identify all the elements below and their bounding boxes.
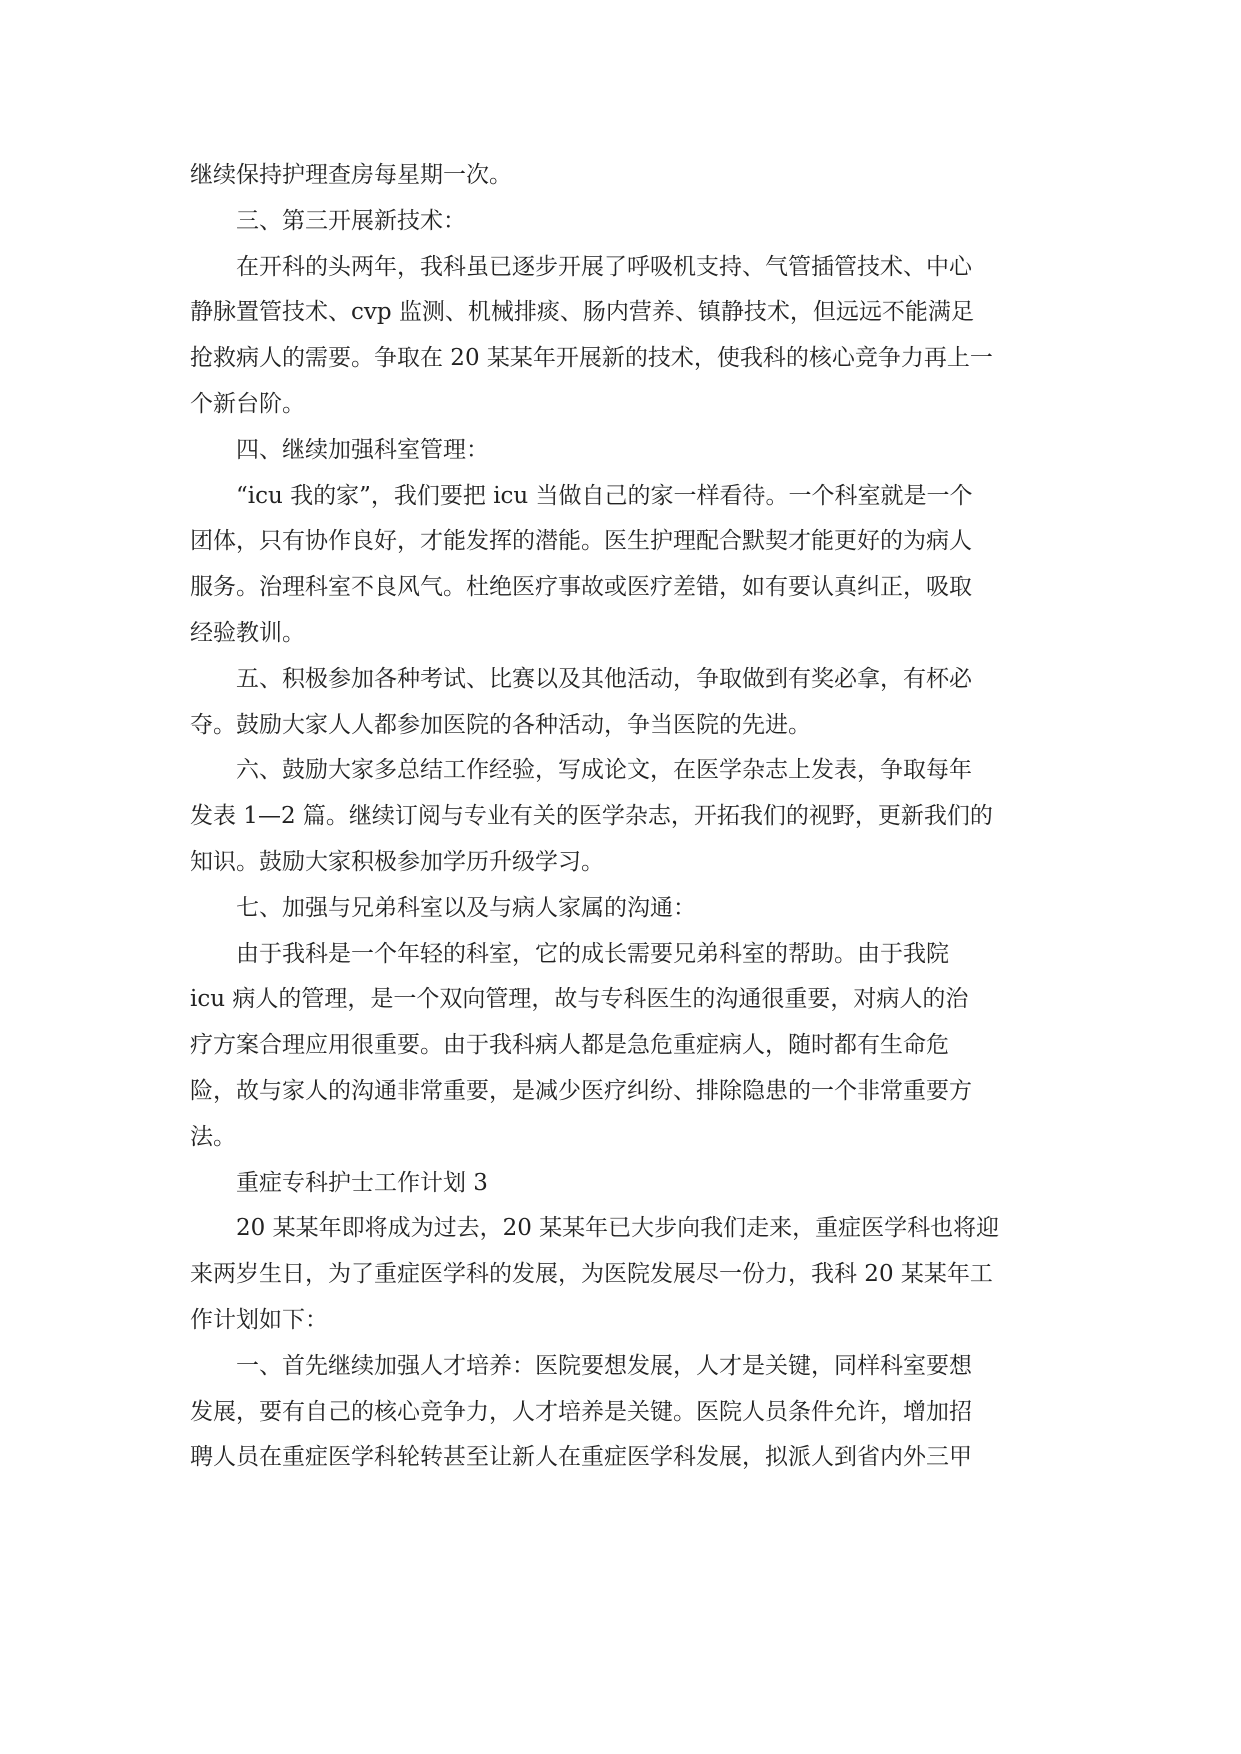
text-line: 发表 1—2 篇。继续订阅与专业有关的医学杂志，开拓我们的视野，更新我们的	[190, 803, 993, 830]
text-line: 20 某某年即将成为过去，20 某某年已大步向我们走来，重症医学科也将迎	[236, 1215, 1000, 1242]
text-line: 五、积极参加各种考试、比赛以及其他活动，争取做到有奖必拿，有杯必	[236, 665, 972, 692]
text-line: 险，故与家人的沟通非常重要，是减少医疗纠纷、排除隐患的一个非常重要方	[190, 1077, 972, 1104]
document-body	[190, 153, 1052, 1481]
text-line: 团体，只有协作良好，才能发挥的潜能。医生护理配合默契才能更好的为病人	[190, 528, 972, 555]
text-line: 疗方案合理应用很重要。由于我科病人都是急危重症病人，随时都有生命危	[190, 1032, 949, 1059]
text-line: 作计划如下：	[190, 1306, 328, 1333]
text-line: 发展，要有自己的核心竞争力，人才培养是关键。医院人员条件允许，增加招	[190, 1398, 972, 1425]
text-line: 四、继续加强科室管理：	[236, 436, 489, 463]
text-line: 夺。鼓励大家人人都参加医院的各种活动，争当医院的先进。	[190, 711, 811, 738]
text-line: 经验教训。	[190, 619, 305, 646]
text-line: 七、加强与兄弟科室以及与病人家属的沟通：	[236, 894, 696, 921]
text-line: 三、第三开展新技术：	[236, 207, 466, 234]
text-line: 重症专科护士工作计划 3	[236, 1169, 488, 1196]
text-line: 由于我科是一个年轻的科室，它的成长需要兄弟科室的帮助。由于我院	[236, 940, 949, 967]
text-line: 抢救病人的需要。争取在 20 某某年开展新的技术，使我科的核心竞争力再上一	[190, 345, 993, 372]
text-line: 法。	[190, 1123, 236, 1150]
text-line: 继续保持护理查房每星期一次。	[190, 162, 512, 188]
text-line: 在开科的头两年，我科虽已逐步开展了呼吸机支持、气管插管技术、中心	[236, 253, 972, 280]
text-line: “icu 我的家”，我们要把 icu 当做自己的家一样看待。一个科室就是一个	[236, 482, 973, 509]
text-line: icu 病人的管理，是一个双向管理，故与专科医生的沟通很重要，对病人的治	[190, 986, 969, 1013]
text-line: 聘人员在重症医学科轮转甚至让新人在重症医学科发展，拟派人到省内外三甲	[190, 1444, 972, 1471]
text-line: 静脉置管技术、cvp 监测、机械排痰、肠内营养、镇静技术，但远远不能满足	[190, 299, 974, 326]
text-line: 服务。治理科室不良风气。杜绝医疗事故或医疗差错，如有要认真纠正，吸取	[190, 574, 972, 601]
text-line: 知识。鼓励大家积极参加学历升级学习。	[190, 848, 604, 875]
text-line: 六、鼓励大家多总结工作经验，写成论文，在医学杂志上发表，争取每年	[236, 757, 972, 784]
text-line: 个新台阶。	[190, 390, 305, 417]
text-line: 来两岁生日，为了重症医学科的发展，为医院发展尽一份力，我科 20 某某年工	[190, 1261, 993, 1288]
text-line: 一、首先继续加强人才培养：医院要想发展，人才是关键，同样科室要想	[236, 1352, 972, 1379]
